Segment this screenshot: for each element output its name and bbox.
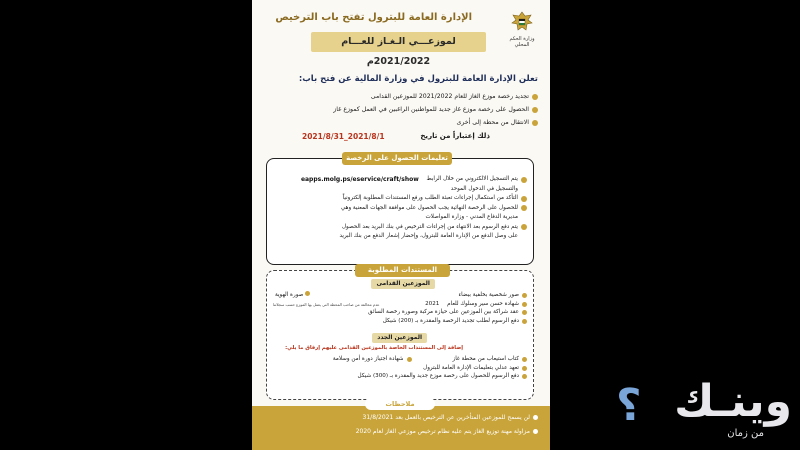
brand-tagline: من زمان [727, 428, 764, 439]
list-item: عقد شراكة بين الموزعين على حيازة مركبة وصورة رخصة السائق [271, 308, 527, 317]
bullet-icon [407, 357, 412, 362]
instructions-title: تعليمات الحصول على الرخصة [342, 152, 452, 165]
notes-title: ملاحظات [365, 398, 435, 410]
bullet-icon [522, 302, 527, 307]
new-distributors-list [271, 355, 527, 381]
list-item: يتم التسجيل الالكتروني من خلال الرابط eapps.molg.ps/eservice/craft/show [271, 175, 527, 185]
list-item: مديرية الدفاع المدني - وزارة المواصلات [425, 214, 518, 220]
bullet-icon [522, 366, 527, 371]
bullet-icon [533, 429, 538, 434]
bullet-icon [522, 357, 527, 362]
station-owner-note: عدم مخالفة من صاحب المحطة التي يعمل بها الموزع حسب سجلاتنا [273, 302, 380, 307]
question-mark-icon: ؟ [616, 380, 642, 431]
period-label: ذلك إعتباراً من تاريخ [420, 132, 490, 140]
license-poster [252, 0, 550, 450]
list-item: يتم دفع الرسوم بعد الانتهاء من إجراءات الترخيص في بنك البريد بعد الحصول [271, 223, 527, 233]
list-item: تعهد عدلي بتعليمات الإدارة العامة للبترول [271, 364, 527, 373]
documents-box [266, 266, 534, 400]
bullet-icon [532, 107, 538, 113]
bullet-icon [522, 310, 527, 315]
emblem-caption: وزارة الحكم المحلي [509, 36, 535, 48]
bullet-icon [521, 224, 527, 230]
eagle-emblem-icon [509, 10, 535, 36]
bullet-icon [522, 374, 527, 379]
list-item: التأكد من استكمال إجراءات تعبئة الطلب ورفع المستندات المطلوبة إلكترونياً [271, 194, 527, 204]
intro-heading: تعلن الإدارة العامة للبترول في وزارة المالية عن فتح باب: [298, 74, 538, 84]
bullet-icon [533, 415, 538, 420]
old-distributors-header: الموزعين القدامى [371, 279, 435, 289]
bullet-icon [521, 205, 527, 211]
ministry-emblem [502, 10, 542, 56]
list-item: على وصل الدفع من الإدارة العامة للبترول، وإحضار إشعار الدفع من بنك البريد [339, 233, 518, 239]
list-item: شهادة حسن سير وسلوك للعام 2021 [271, 300, 527, 309]
new-distributors-note: إضافة إلى المستندات الخاصة بالموزعين القدامى عليهم إرفاق ما يلي: [285, 345, 463, 351]
intro-bullet-list [264, 90, 538, 129]
poster-header [252, 6, 550, 67]
bullet-icon [522, 319, 527, 324]
list-item: كتاب استيعاب من محطة غاز شهادة اجتياز دورة أمن وسلامة [271, 355, 527, 364]
list-item: دفع الرسوم للحصول على رخصة موزع جديد والمقدرة بـ (300) شيكل [271, 372, 527, 381]
list-item: والتسجيل في الدخول الموحد [450, 185, 518, 192]
watermark-logo [610, 376, 800, 450]
certificate-year: 2021 [425, 300, 440, 307]
list-item: للحصول على الرخصة النهائية يجب الحصول على موافقة الجهات المعنية وهي [271, 204, 527, 214]
list-item: الانتقال من محطة إلى أخرى [264, 116, 538, 129]
bullet-icon [521, 177, 527, 183]
poster-subtitle: لموزعـــي الـغـاز للعـــام 2021/2022م [311, 32, 486, 52]
list-item: الحصول على رخصة موزع غاز جديد للمواطنين الراغبين في العمل كموزع غاز [264, 103, 538, 116]
new-distributors-header: الموزعين الجدد [372, 333, 427, 343]
list-item: لن يسمح للموزعين المتأخرين عن الترخيص بالعمل بعد 31/8/2021 [262, 414, 538, 421]
bullet-icon [532, 94, 538, 100]
bullet-icon [522, 293, 527, 298]
list-item: مزاولة مهنة توزيع الغاز يتم عليه نظام ترخيص موزعي الغاز لعام 2020 [262, 428, 538, 435]
instructions-list [271, 175, 527, 242]
id-copy-item: صورة الهوية [275, 291, 310, 298]
bullet-icon [305, 291, 310, 296]
documents-title: المستندات المطلوبة [355, 264, 450, 277]
poster-title: الإدارة العامة للبترول تفتح باب الترخيص [275, 12, 472, 23]
notes-footer [252, 406, 550, 450]
bullet-icon [532, 120, 538, 126]
bullet-icon [521, 196, 527, 202]
period-dates: 2021/8/1_2021/8/31 [302, 132, 385, 141]
registration-link[interactable]: eapps.molg.ps/eservice/craft/show [300, 176, 419, 183]
list-item: دفع الرسوم لطلب تجديد الرخصة والمقدرة بـ (200) شيكل [271, 317, 527, 326]
instructions-box [266, 154, 534, 265]
list-item: صور شخصية بخلفية بيضاء [271, 291, 527, 300]
list-item: تجديد رخصة موزع الغاز للعام 2021/2022 للموزعين القدامى [264, 90, 538, 103]
brand-wordmark: وينـك [674, 376, 792, 427]
